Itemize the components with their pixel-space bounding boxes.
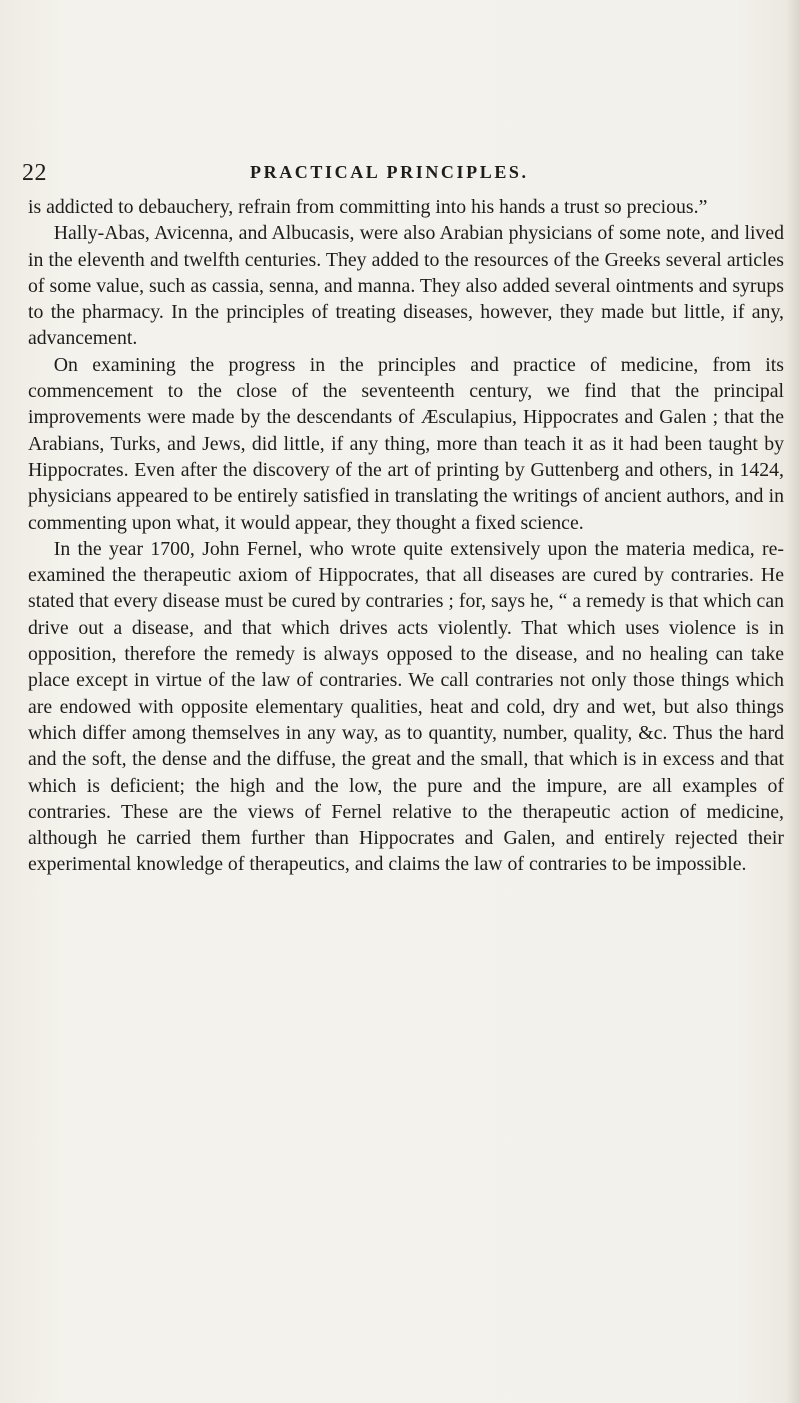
paragraph-2: Hally-Abas, Avicenna, and Albucasis, were also Arabian physicians of some note, and lived in the eleventh and twelfth centuries. They added to the resources of the Greeks several articles of some value, such as cassia, senna, and manna. They also added several ointments and syrups to the pharmacy. In the principles of treating diseases, however, they made but little, if any, advancement. <box>28 222 784 350</box>
paragraph-3: On examining the progress in the principles and practice of medicine, from its commencement to the close of the seventeenth century, we find that the principal improvements were made by the descendants of Æsculapius, Hippocrates and Galen ; that the Arabians, Turks, and Jews, did little, if any thing, more than teach it as it had been taught by Hippocrates. Even after the discovery of the art of printing by Guttenberg and others, in 1424, physicians appeared to be entirely satisfied in translating the writings of ancient authors, and in commenting upon what, it would appear, they thought a fixed science. <box>28 353 784 534</box>
page-number: 22 <box>22 160 47 186</box>
paragraph-4: In the year 1700, John Fernel, who wrote quite extensively upon the materia medica, re-examined the therapeutic axiom of Hippocrates, that all diseases are cured by contraries. He stated that every disease must be cured by contraries ; for, says he, “ a remedy is that which can drive out a disease, and that which drives acts violently. That which uses violence is in opposition, therefore the remedy is always opposed to the disease, and no healing can take place except in virtue of the law of contraries. We call contraries not only those things which are endowed with opposite elementary qualities, heat and cold, dry and wet, but also things which differ among themselves in any way, as to quantity, number, quality, &c. Thus the hard and the soft, the dense and the diffuse, the great and the small, that which is in excess and that which is deficient; the high and the low, the pure and the impure, are all examples of contraries. These are the views of Fernel relative to the therapeutic action of medicine, although he carried them further than Hippocrates and Galen, and entirely rejected their experimental knowledge of therapeutics, and claims the law of contraries to be impossible. <box>28 537 784 876</box>
page-edge-shadow <box>786 0 800 1403</box>
paragraph-1: is addicted to debauchery, refrain from committing into his hands a trust so precious.” <box>28 196 708 218</box>
running-head: PRACTICAL PRINCIPLES. <box>250 162 529 182</box>
page-header <box>22 160 782 190</box>
body-text <box>28 194 784 878</box>
